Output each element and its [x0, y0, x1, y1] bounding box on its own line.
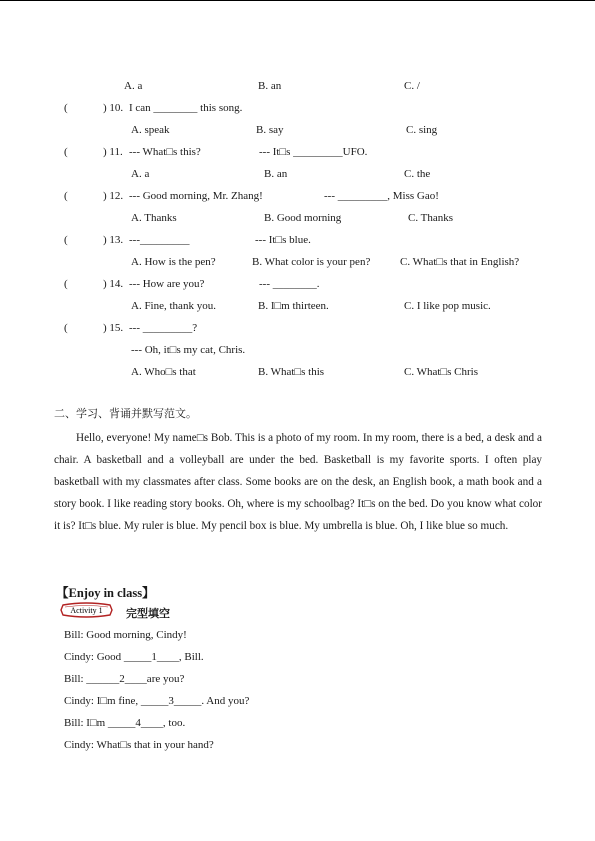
dialogue-line-1: Bill: Good morning, Cindy! [64, 629, 187, 641]
dialogue-line-5: Bill: I□m _____4____, too. [64, 717, 186, 729]
question-number: ) 12. [103, 190, 126, 202]
question-10 [0, 101, 595, 121]
option-c: C. What□s that in English? [400, 256, 520, 268]
answer-paren-open: ( [64, 234, 68, 246]
question-stem-reply: --- Oh, it□s my cat, Chris. [131, 344, 246, 356]
option-c: C. Thanks [408, 212, 454, 224]
question-11 [0, 145, 595, 165]
option-b: B. an [258, 80, 282, 92]
question-stem-reply: --- It□s _________UFO. [259, 146, 368, 158]
option-a: A. speak [131, 124, 170, 136]
answer-paren-open: ( [64, 322, 68, 334]
question-9-options [0, 79, 595, 99]
answer-paren-open: ( [64, 278, 68, 290]
question-stem: --- How are you? [129, 278, 205, 290]
option-a: A. Who□s that [131, 366, 196, 378]
dialogue-line-3: Bill: ______2____are you? [64, 673, 185, 685]
answer-paren-open: ( [64, 102, 68, 114]
question-stem: --- What□s this? [129, 146, 201, 158]
question-number: ) 15. [103, 322, 126, 334]
option-a: A. Thanks [131, 212, 177, 224]
option-b: B. an [264, 168, 288, 180]
page-top-rule [0, 0, 595, 1]
question-stem: --- Good morning, Mr. Zhang! [129, 190, 263, 202]
activity-badge-label: Activity 1 [70, 606, 103, 615]
question-stem-reply: --- _________, Miss Gao! [324, 190, 439, 202]
section-title: 二、学习、背诵并默写范文。 [54, 408, 197, 420]
question-stem-reply: --- It□s blue. [255, 234, 311, 246]
question-14 [0, 277, 595, 297]
question-stem: ---_________ [129, 234, 190, 246]
option-b: B. say [256, 124, 284, 136]
question-11-options [0, 167, 595, 187]
question-number: ) 10. [103, 102, 126, 114]
option-c: C. / [404, 80, 420, 92]
question-number: ) 11. [103, 146, 126, 158]
question-14-options [0, 299, 595, 319]
option-a: A. Fine, thank you. [131, 300, 216, 312]
option-b: B. What color is your pen? [252, 256, 371, 268]
question-stem: I can ________ this song. [129, 102, 243, 114]
question-15 [0, 321, 595, 341]
option-a: A. How is the pen? [131, 256, 216, 268]
option-a: A. a [124, 80, 143, 92]
question-number: ) 14. [103, 278, 126, 290]
dialogue-line-2: Cindy: Good _____1____, Bill. [64, 651, 204, 663]
option-c: C. I like pop music. [404, 300, 491, 312]
option-c: C. sing [406, 124, 438, 136]
activity-title: 完型填空 [126, 607, 170, 620]
option-b: B. Good morning [264, 212, 342, 224]
activity-badge [59, 602, 114, 618]
question-stem: --- _________? [129, 322, 198, 334]
question-15-reply [0, 343, 595, 363]
question-13-options [0, 255, 595, 275]
option-b: B. What□s this [258, 366, 325, 378]
enjoy-heading: 【Enjoy in class】 [56, 586, 155, 600]
dialogue-line-6: Cindy: What□s that in your hand? [64, 739, 214, 751]
question-12 [0, 189, 595, 209]
question-15-options [0, 365, 595, 385]
option-b: B. I□m thirteen. [258, 300, 329, 312]
option-a: A. a [131, 168, 150, 180]
option-c: C. What□s Chris [404, 366, 478, 378]
dialogue-line-4: Cindy: I□m fine, _____3_____. And you? [64, 695, 250, 707]
question-13 [0, 233, 595, 253]
answer-paren-open: ( [64, 146, 68, 158]
answer-paren-open: ( [64, 190, 68, 202]
question-12-options [0, 211, 595, 231]
model-passage: Hello, everyone! My name□s Bob. This is a photo of my room. In my room, there is a bed, a desk and a chair. A basketball and a volleyball are under the bed. Basketball is my favorite sports. I often play basketball with my classmates after class. Some books are on the desk, an English book, a math book and a story book. I like reading story books. Oh, where is my schoolbag? It□s on the bed. Do you know what color it is? It□s blue. My ruler is blue. My pencil box is blue. My umbrella is blue. Oh, I like blue so much. [54, 432, 542, 532]
question-10-options [0, 123, 595, 143]
question-number: ) 13. [103, 234, 126, 246]
question-stem-reply: --- ________. [259, 278, 320, 290]
option-c: C. the [404, 168, 431, 180]
